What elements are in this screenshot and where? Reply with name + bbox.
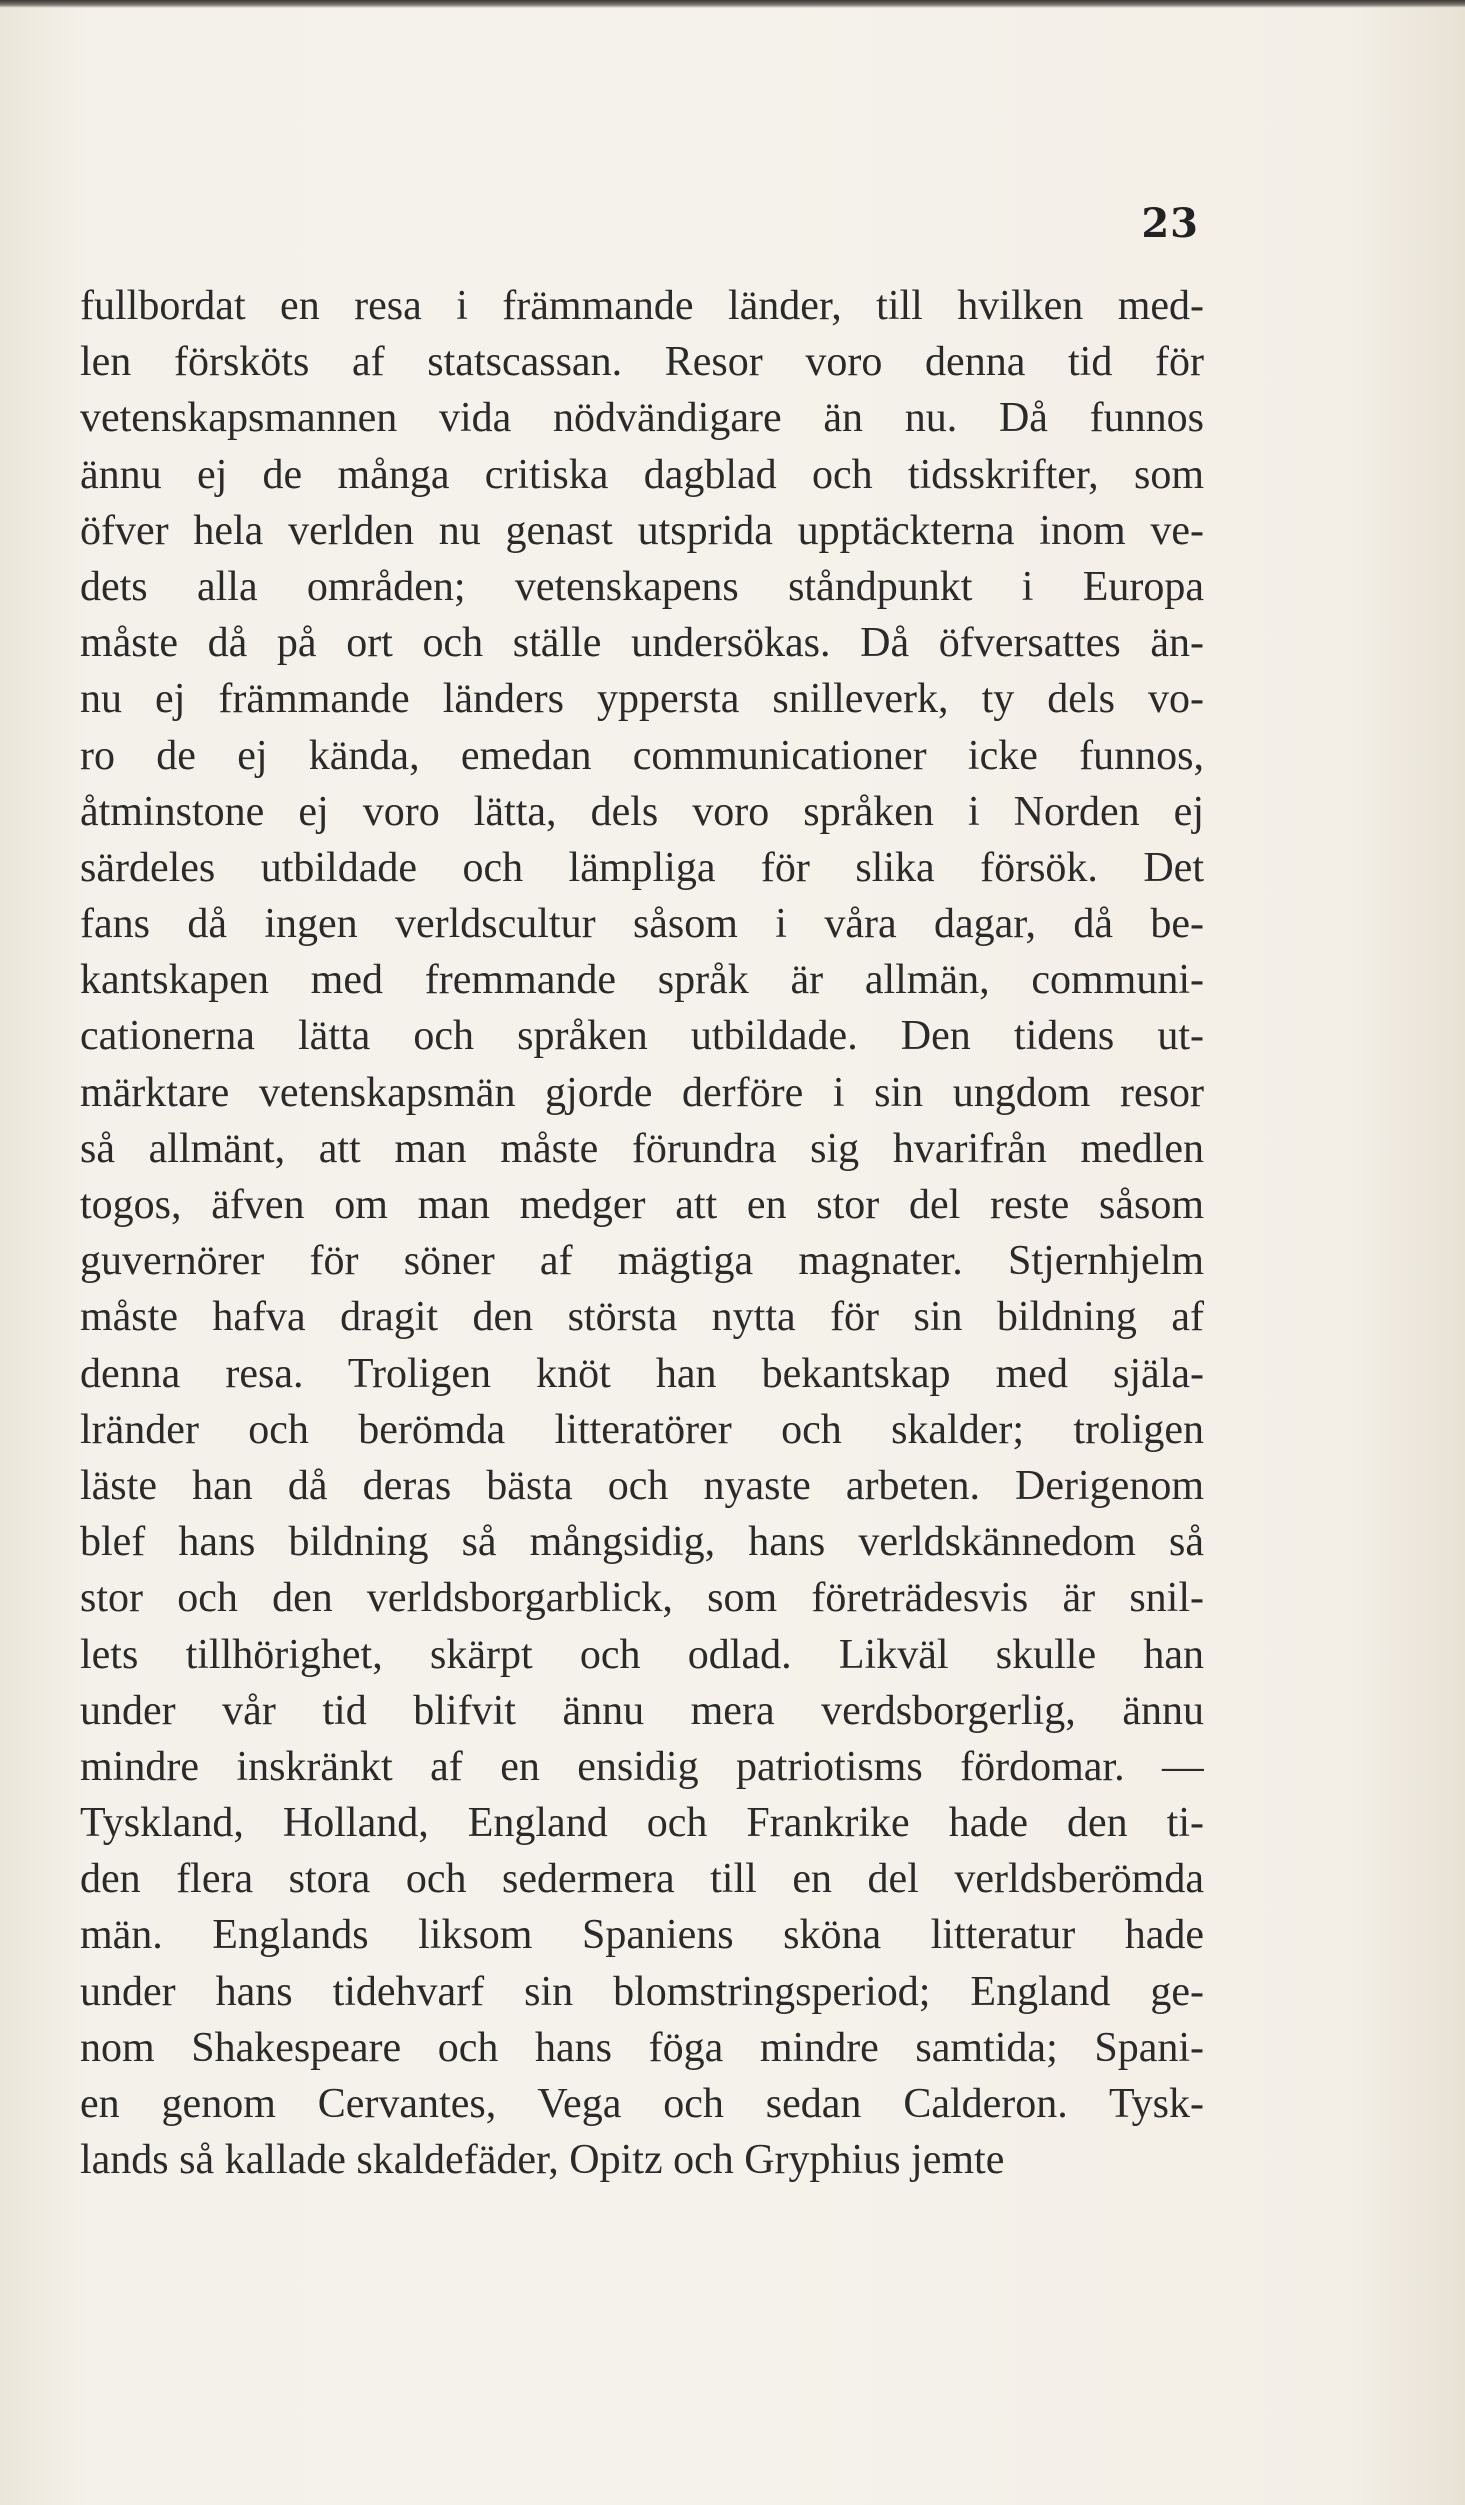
text-line: kantskapen med fremmande språk är allmän, communi- [80, 957, 1204, 1004]
text-line: fans då ingen verldscultur såsom i våra dagar, då be- [80, 901, 1204, 948]
text-line: särdeles utbildade och lämpliga för slika försök. Det [80, 844, 1204, 891]
text-line: den flera stora och sedermera till en del verldsberömda [80, 1856, 1204, 1903]
text-line: blef hans bildning så mångsidig, hans verldskännedom så [80, 1519, 1204, 1566]
text-line: dets alla områden; vetenskapens ståndpunkt i Europa [80, 563, 1204, 610]
text-line: ännu ej de många critiska dagblad och tidsskrifter, som [80, 451, 1204, 498]
text-line: under hans tidehvarf sin blomstringsperiod; England ge- [80, 1968, 1204, 2015]
text-line: lets tillhörighet, skärpt och odlad. Likväl skulle han [80, 1631, 1204, 1678]
page-number: 23 [1141, 200, 1199, 247]
text-line: måste hafva dragit den största nytta för sin bildning af [80, 1294, 1204, 1341]
text-line: len försköts af statscassan. Resor voro denna tid för [80, 339, 1204, 386]
text-line: togos, äfven om man medger att en stor del reste såsom [80, 1182, 1204, 1228]
text-line: under vår tid blifvit ännu mera verdsborgerlig, ännu [80, 1687, 1204, 1734]
text-line: Tyskland, Holland, England och Frankrike hade den ti- [80, 1800, 1204, 1847]
text-line: män. Englands liksom Spaniens sköna litteratur hade [80, 1912, 1204, 1959]
text-line: nu ej främmande länders yppersta snilleverk, ty dels vo- [80, 676, 1204, 723]
text-line: öfver hela verlden nu genast utsprida upptäckterna inom ve- [80, 507, 1204, 554]
text-line: åtminstone ej voro lätta, dels voro språken i Norden ej [80, 788, 1204, 835]
text-line: märktare vetenskapsmän gjorde derföre i sin ungdom resor [80, 1069, 1204, 1116]
text-line: läste han då deras bästa och nyaste arbeten. Derigenom [80, 1462, 1204, 1509]
text-line: en genom Cervantes, Vega och sedan Calderon. Tysk- [80, 2081, 1204, 2127]
text-line: måste då på ort och ställe undersökas. Då öfversattes än- [80, 620, 1204, 667]
text-line: mindre inskränkt af en ensidig patriotisms fördomar. — [80, 1743, 1204, 1790]
body-text [80, 278, 1204, 2188]
text-line: stor och den verldsborgarblick, som företrädesvis är snil- [80, 1575, 1204, 1622]
text-line: ro de ej kända, emedan communicationer icke funnos, [80, 732, 1204, 779]
page-top-edge [0, 0, 1465, 8]
text-line: lands så kallade skaldefäder, Opitz och Gryphius jemte [80, 2137, 1005, 2184]
text-line: vetenskapsmannen vida nödvändigare än nu. Då funnos [80, 395, 1204, 442]
text-line: guvernörer för söner af mägtiga magnater. Stjernhjelm [80, 1238, 1204, 1285]
text-line: cationerna lätta och språken utbildade. Den tidens ut- [80, 1013, 1204, 1060]
text-line: nom Shakespeare och hans föga mindre samtida; Spani- [80, 2024, 1204, 2071]
text-line: lränder och berömda litteratörer och skalder; troligen [80, 1406, 1204, 1453]
text-line: fullbordat en resa i främmande länder, till hvilken med- [80, 283, 1204, 329]
text-line: så allmänt, att man måste förundra sig hvarifrån medlen [80, 1125, 1204, 1172]
text-line: denna resa. Troligen knöt han bekantskap med själa- [80, 1350, 1204, 1397]
